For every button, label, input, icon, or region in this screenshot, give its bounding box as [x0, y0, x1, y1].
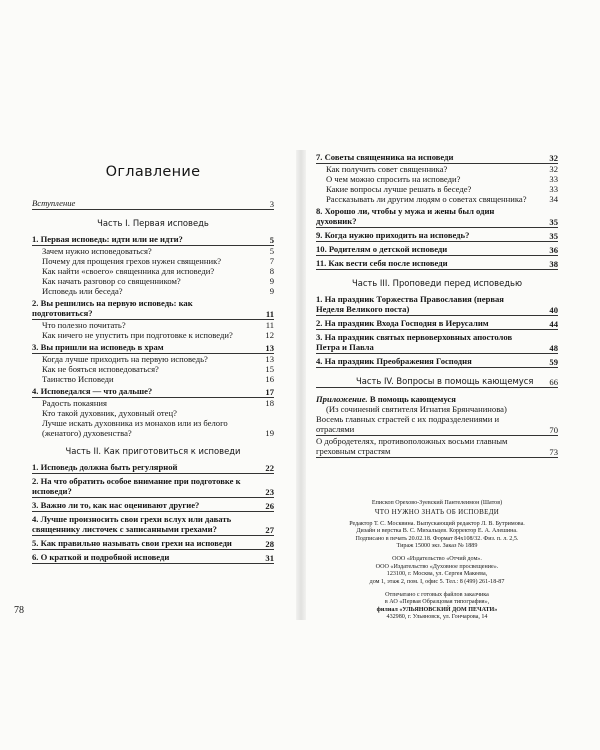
appendix-heading — [316, 394, 558, 404]
toc-entry-page: 28 — [265, 539, 274, 549]
toc-entry-text: 3. Важно ли то, как нас оценивают другие? — [32, 500, 200, 510]
right-page — [316, 150, 558, 458]
imprint-line: дом 1, этаж 2, пом. I, офис 5. Тел.: 8 (499) 261-18-87 — [369, 578, 505, 585]
book-gutter — [296, 150, 306, 620]
imprint-line: Редактор Т. С. Москвина. Выпускающий редактор Л. В. Бутримова. — [349, 520, 525, 527]
toc-entry-page: 18 — [265, 398, 274, 408]
toc-entry[interactable] — [32, 386, 274, 398]
imprint-line: филиал «УЛЬЯНОВСКИЙ ДОМ ПЕЧАТИ» — [376, 606, 498, 613]
toc-entry-text: Кто такой духовник, духовный отец? — [42, 408, 177, 418]
toc-entry-page: 32 — [549, 164, 558, 174]
part-2 — [32, 446, 274, 564]
toc-entry-page: 27 — [265, 525, 274, 535]
toc-entry-text: 1. На праздник Торжества Православия (первая Неделя Великого поста) — [316, 294, 504, 314]
imprint-line: Отпечатано с готовых файлов заказчика — [385, 592, 489, 599]
toc-entry-page: 66 — [549, 377, 558, 387]
toc-entry-page: 35 — [549, 217, 558, 227]
part-heading: Часть II. Как приготовиться к исповеди — [65, 446, 241, 456]
toc-entry-text: Вступление — [32, 198, 76, 208]
toc-entry[interactable] — [316, 318, 558, 330]
toc-entry-page: 3 — [269, 199, 274, 209]
toc-entry-page: 12 — [265, 330, 274, 340]
toc-entry[interactable] — [32, 256, 274, 266]
toc-entry[interactable] — [32, 234, 274, 246]
toc-entry-text: 7. Советы священника на исповеди — [316, 152, 454, 162]
toc-entry[interactable] — [316, 194, 558, 204]
imprint-credits — [316, 521, 558, 551]
toc-entry[interactable] — [316, 152, 558, 164]
appendix-source-text: (Из сочинений святителя Игнатия Брянчанинова) — [326, 404, 507, 414]
imprint-publisher — [316, 556, 558, 586]
toc-entry-text: Зачем нужно исповедоваться? — [42, 246, 152, 256]
toc-entry[interactable] — [32, 246, 274, 256]
toc-entry-page: 22 — [265, 463, 274, 473]
toc-entry-text: 3. На праздник святых первоверховных апостолов Петра и Павла — [316, 332, 513, 352]
toc-entry-text: Часть IV. Вопросы в помощь кающемуся — [356, 376, 534, 386]
toc-entry-text: Восемь главных страстей с их подразделениями и отраслями — [316, 414, 500, 434]
toc-title: Оглавление — [105, 164, 201, 180]
toc-entry[interactable] — [32, 552, 274, 564]
toc-entry-page: 48 — [549, 343, 558, 353]
imprint-line: в АО «Первая Образцовая типография», — [384, 599, 490, 606]
toc-entry-text: Какие вопросы лучше решать в беседе? — [326, 184, 472, 194]
part-entries — [316, 294, 558, 368]
toc-entry[interactable] — [316, 164, 558, 174]
toc-entry-page: 23 — [265, 487, 274, 497]
toc-entry-page: 8 — [269, 266, 274, 276]
part-3 — [316, 278, 558, 368]
page-number: 78 — [14, 605, 24, 616]
toc-entry[interactable] — [32, 500, 274, 512]
toc-entry[interactable] — [32, 276, 274, 286]
toc-entry[interactable] — [32, 398, 274, 408]
imprint-line: ООО «Издательство «Духовное просвещение». — [375, 563, 499, 570]
toc-entry-text: Рассказывать ли другим людям о советах священника? — [326, 194, 527, 204]
toc-entry[interactable] — [316, 332, 558, 354]
part-heading: Часть III. Проповеди перед исповедью — [351, 278, 523, 288]
toc-entry[interactable] — [32, 364, 274, 374]
toc-entry-text: Лучше искать духовника из монахов или из белого (женатого) духовенства? — [42, 418, 228, 438]
toc-entry[interactable] — [316, 294, 558, 316]
toc-entry-page: 19 — [265, 428, 274, 438]
appendix-title: В помощь кающемуся — [369, 394, 456, 404]
imprint-printer — [316, 592, 558, 622]
toc-entry-page: 5 — [269, 246, 274, 256]
left-page — [32, 150, 274, 564]
imprint-line: ООО «Издательство «Отчий дом». — [392, 556, 482, 563]
toc-entry-text: 4. Лучше произносить свои грехи вслух или давать священнику листочек с записанными грехами? — [32, 514, 232, 534]
toc-entry-text: 8. Хорошо ли, чтобы у мужа и жены был один духовник? — [316, 206, 495, 226]
toc-entry-text: 10. Родителям о детской исповеди — [316, 244, 448, 254]
toc-entry[interactable] — [32, 374, 274, 384]
toc-entry[interactable] — [316, 356, 558, 368]
toc-entry-page: 36 — [549, 245, 558, 255]
imprint-line: Дизайн и верстка В. С. Михальцев. Корректор Е. А. Алешина. — [356, 528, 518, 535]
appendix-source — [316, 404, 558, 414]
toc-entry-page: 13 — [265, 343, 274, 353]
part-2-continued — [316, 152, 558, 270]
toc-entry-text: Как ничего не упустить при подготовке к исповеди? — [42, 330, 233, 340]
toc-entry-page: 40 — [549, 305, 558, 315]
toc-entry-text: О чем можно спросить на исповеди? — [326, 174, 461, 184]
toc-entry[interactable] — [316, 184, 558, 194]
toc-entry[interactable] — [32, 354, 274, 364]
imprint-line: 432980, г. Ульяновск, ул. Гончарова, 14 — [386, 614, 488, 621]
toc-entry[interactable] — [32, 476, 274, 498]
toc-entry[interactable] — [32, 342, 274, 354]
toc-entry-text: 1. Исповедь должна быть регулярной — [32, 462, 178, 472]
toc-entry-text: 4. На праздник Преображения Господня — [316, 356, 472, 366]
toc-entry[interactable] — [32, 320, 274, 330]
toc-entry-page: 32 — [549, 153, 558, 163]
toc-entry-text: Что полезно почитать? — [42, 320, 126, 330]
toc-entry-page: 34 — [549, 194, 558, 204]
toc-entry-text: Как не бояться исповедоваться? — [42, 364, 159, 374]
toc-entry-text: 11. Как вести себя после исповеди — [316, 258, 448, 268]
toc-entry-text: 1. Первая исповедь: идти или не идти? — [32, 234, 183, 244]
toc-entry-page: 26 — [265, 501, 274, 511]
toc-entry[interactable] — [32, 462, 274, 474]
toc-entry-text: 6. О краткой и подробной исповеди — [32, 552, 170, 562]
part-heading: Часть I. Первая исповедь — [97, 218, 209, 228]
toc-entry-text: 9. Когда нужно приходить на исповедь? — [316, 230, 470, 240]
toc-entry-page: 44 — [549, 319, 558, 329]
toc-entry-page: 35 — [549, 231, 558, 241]
toc-entry[interactable] — [32, 514, 274, 536]
toc-entry-page: 11 — [265, 320, 274, 330]
imprint-author: Епископ Орехово-Зуевский Пантелеимон (Шатов) — [371, 500, 503, 506]
toc-entry-page: 7 — [269, 256, 274, 266]
toc-entry-text: Исповедь или беседа? — [42, 286, 123, 296]
toc-entry-text: 3. Вы пришли на исповедь в храм — [32, 342, 164, 352]
toc-entry-text: Когда лучше приходить на первую исповедь? — [42, 354, 208, 364]
toc-entry-text: 5. Как правильно называть свои грехи на исповеди — [32, 538, 232, 548]
toc-entry-page: 31 — [265, 553, 274, 563]
part-entries — [32, 462, 274, 564]
part-1 — [32, 218, 274, 438]
toc-entry-intro[interactable] — [32, 198, 274, 210]
toc-entry-page: 33 — [549, 184, 558, 194]
toc-entry-page: 70 — [549, 425, 558, 435]
toc-entry[interactable] — [316, 414, 558, 436]
toc-entry[interactable] — [32, 538, 274, 550]
toc-entry[interactable] — [32, 298, 274, 320]
toc-entry-page: 33 — [549, 174, 558, 184]
appendix — [316, 394, 558, 458]
appendix-label: Приложение. — [316, 394, 368, 404]
toc-entry-text: 2. Вы решились на первую исповедь: как подготовиться? — [32, 298, 193, 318]
toc-entry-text: Как начать разговор со священником? — [42, 276, 181, 286]
toc-entry-page: 73 — [549, 447, 558, 457]
imprint — [316, 500, 558, 622]
imprint-title: ЧТО НУЖНО ЗНАТЬ ОБ ИСПОВЕДИ — [374, 508, 500, 517]
toc-entry-page: 15 — [265, 364, 274, 374]
toc-entry[interactable] — [32, 286, 274, 296]
toc-entry-text: Радость покаяния — [42, 398, 107, 408]
toc-entry-page: 17 — [265, 387, 274, 397]
toc-entry-text: Таинство Исповеди — [42, 374, 114, 384]
toc-entry-page: 9 — [269, 286, 274, 296]
toc-entry-text: 2. На что обратить особое внимание при подготовке к исповеди? — [32, 476, 241, 496]
toc-entry-text: Почему для прощения грехов нужен священник? — [42, 256, 222, 266]
toc-entry-page: 9 — [269, 276, 274, 286]
toc-entry[interactable] — [316, 244, 558, 256]
toc-entry[interactable] — [316, 230, 558, 242]
toc-entry-page: 5 — [269, 235, 274, 245]
toc-entry-text: 4. Исповедался — что дальше? — [32, 386, 153, 396]
toc-entry[interactable] — [32, 418, 274, 438]
imprint-line: 123100, г. Москва, ул. Сергея Макеева, — [386, 571, 488, 578]
toc-entry-page: 38 — [549, 259, 558, 269]
toc-entry-text: 2. На праздник Входа Господня в Иерусалим — [316, 318, 489, 328]
toc-entry-text: О добродетелях, противоположных восьми главным греховным страстям — [316, 436, 508, 456]
imprint-line: Тираж 15000 экз. Заказ № 1889 — [396, 543, 478, 550]
toc-entry[interactable] — [32, 408, 274, 418]
toc-entry-part-4[interactable] — [316, 376, 558, 388]
toc-entry-text: Как найти «своего» священника для исповеди? — [42, 266, 215, 276]
toc-entry-page: 59 — [549, 357, 558, 367]
toc-entry[interactable] — [316, 258, 558, 270]
appendix-entries — [316, 414, 558, 458]
toc-entry[interactable] — [316, 206, 558, 228]
toc-entry[interactable] — [316, 174, 558, 184]
toc-entry[interactable] — [316, 436, 558, 458]
toc-entry-page: 13 — [265, 354, 274, 364]
toc-entry[interactable] — [32, 330, 274, 340]
imprint-line: Подписано в печать 20.02.18. Формат 84x108/32. Физ. п. л. 2,5. — [355, 535, 519, 542]
part-entries — [32, 234, 274, 438]
toc-entry[interactable] — [32, 266, 274, 276]
toc-entry-page: 16 — [265, 374, 274, 384]
toc-entry-page: 11 — [265, 309, 274, 319]
toc-entry-text: Как получить совет священника? — [326, 164, 448, 174]
